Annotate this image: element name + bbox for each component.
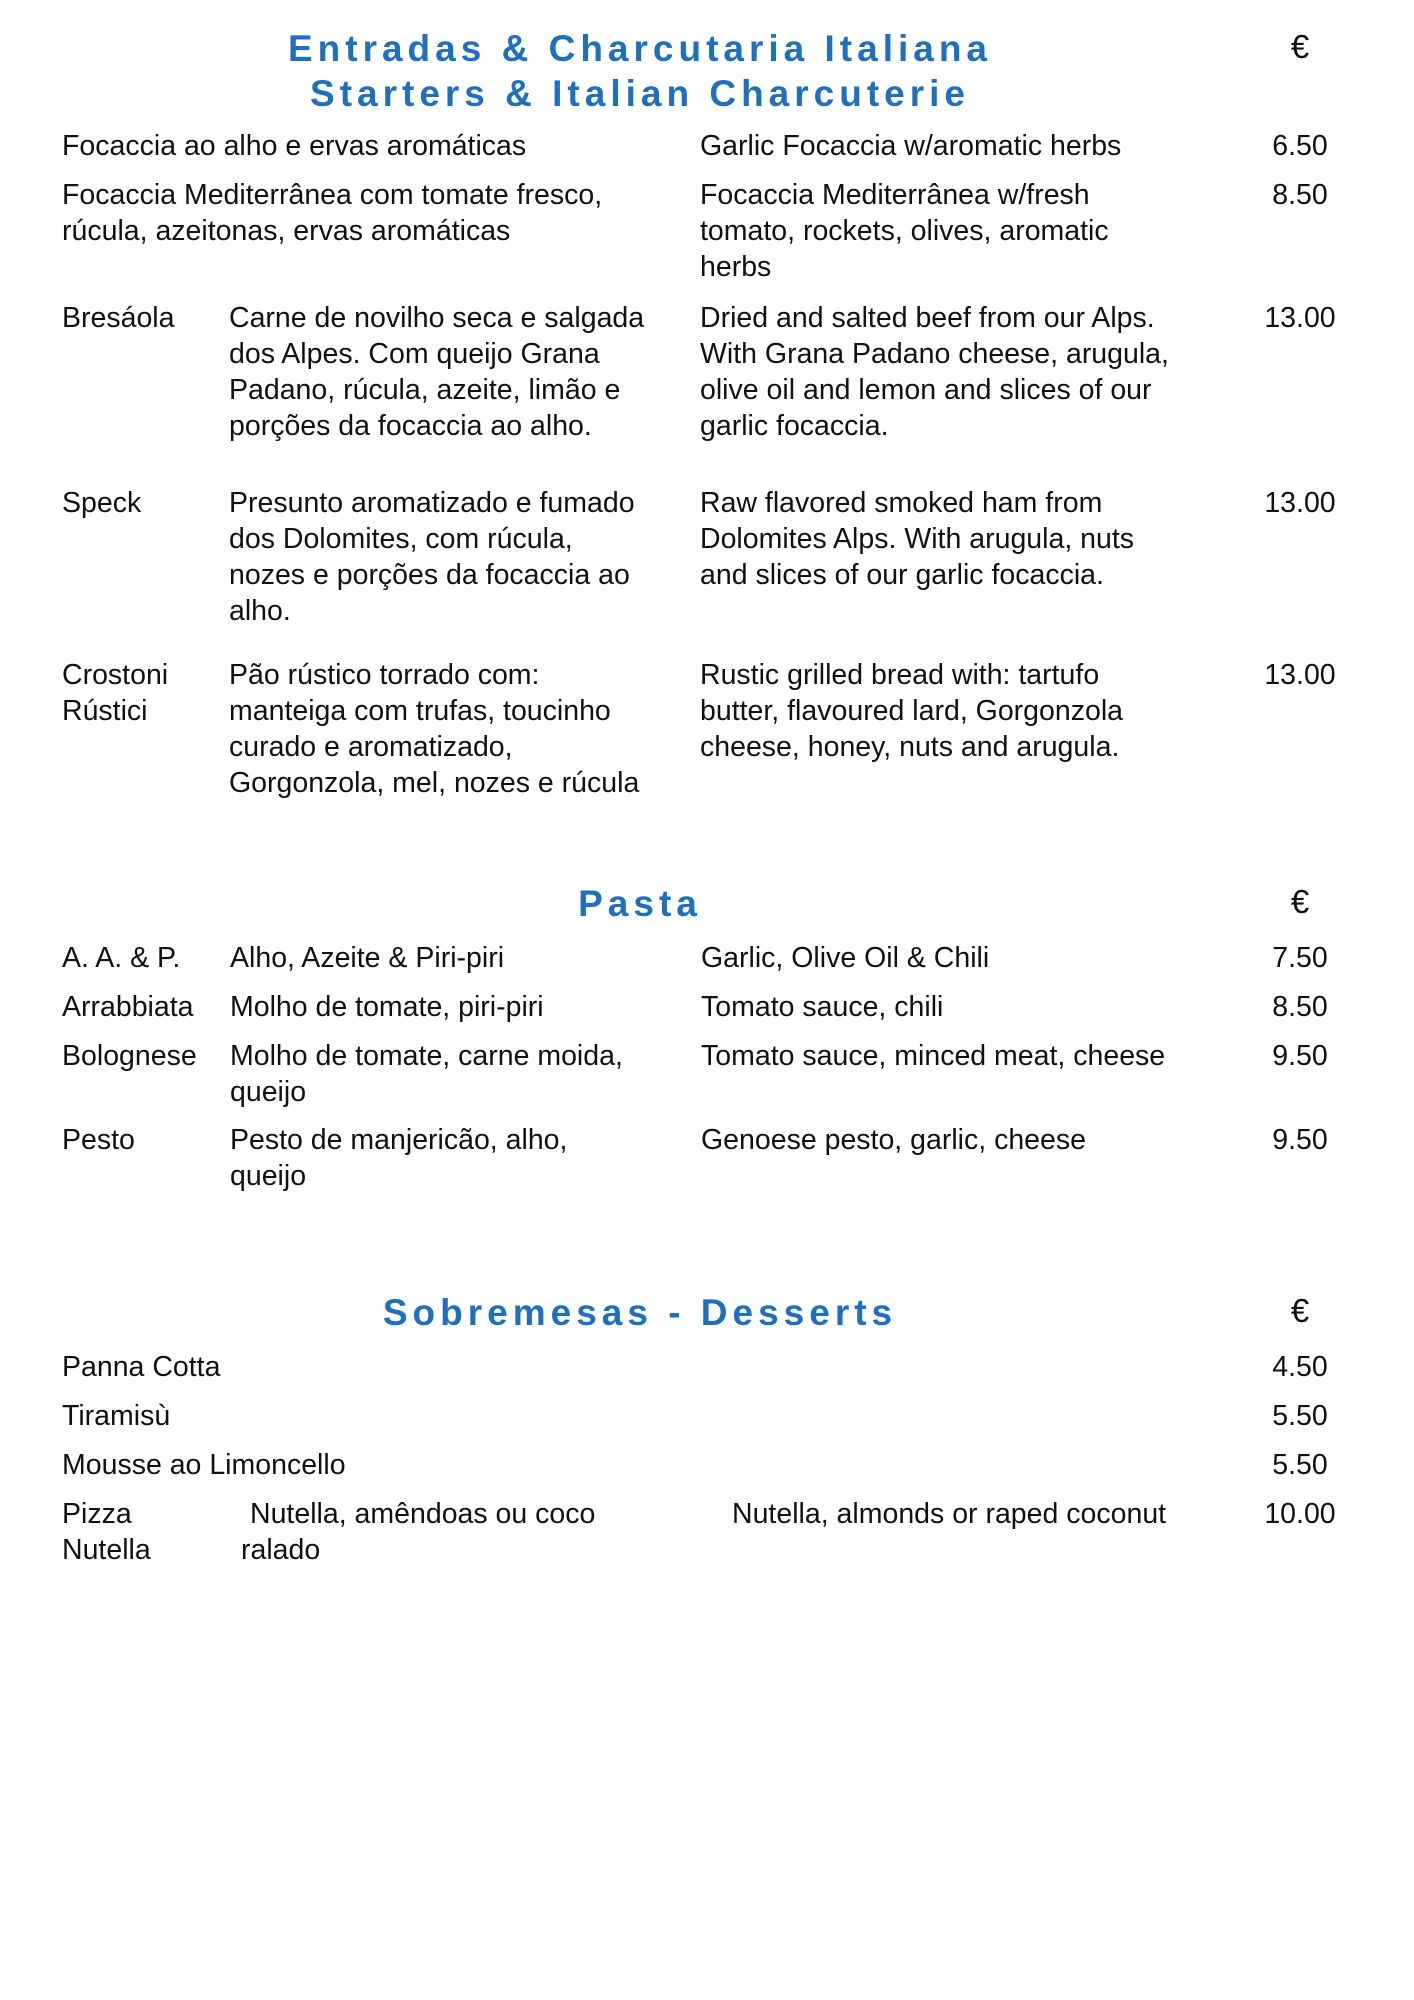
starter-item-price: 13.00 xyxy=(1264,487,1336,519)
pasta-title: Pasta xyxy=(578,883,702,924)
pasta-item-price: 7.50 xyxy=(1272,942,1328,974)
dessert-item-price: 4.50 xyxy=(1272,1351,1328,1383)
starter-item-name: Bresáola xyxy=(62,302,175,334)
starters-title-en: Starters & Italian Charcuterie xyxy=(310,73,970,114)
starter-item-english: Dried and salted beef from our Alps. With Grana Padano cheese, arugula, olive oil and lemon and slices of our garlic focaccia. xyxy=(700,302,1169,442)
dessert-item-price: 10.00 xyxy=(1264,1498,1336,1530)
dessert-item-name: Tiramisù xyxy=(62,1400,171,1432)
pasta-item-price: 9.50 xyxy=(1272,1040,1328,1072)
starter-item-price: 13.00 xyxy=(1264,302,1336,334)
pasta-item-portuguese: Alho, Azeite & Piri-piri xyxy=(230,942,505,974)
pasta-item-english: Tomato sauce, chili xyxy=(701,991,944,1023)
pasta-item-name: Pesto xyxy=(62,1124,135,1156)
pasta-item-price: 8.50 xyxy=(1272,991,1328,1023)
starter-item-price: 8.50 xyxy=(1272,179,1328,211)
starter-item-english: Rustic grilled bread with: tartufo butter, flavoured lard, Gorgonzola cheese, honey, nuts and arugula. xyxy=(700,659,1124,763)
starter-item-price: 6.50 xyxy=(1272,130,1328,162)
pasta-item-name: Bolognese xyxy=(62,1040,197,1072)
dessert-item-name: Pizza Nutella xyxy=(62,1498,151,1566)
starters-currency-symbol: € xyxy=(1290,28,1310,65)
pasta-item-portuguese: Pesto de manjericão, alho, queijo xyxy=(230,1124,568,1192)
pasta-item-portuguese: Molho de tomate, carne moida, queijo xyxy=(230,1040,623,1108)
pasta-currency-symbol: € xyxy=(1290,883,1310,920)
starter-item-portuguese: Carne de novilho seca e salgada dos Alpes. Com queijo Grana Padano, rúcula, azeite, limão e porções da focaccia ao alho. xyxy=(229,302,645,442)
pasta-item-english: Tomato sauce, minced meat, cheese xyxy=(701,1040,1166,1072)
starter-item-english: Raw flavored smoked ham from Dolomites Alps. With arugula, nuts and slices of our garlic focaccia. xyxy=(700,487,1135,591)
dessert-item-portuguese-line2: ralado xyxy=(241,1534,321,1566)
pasta-item-price: 9.50 xyxy=(1272,1124,1328,1156)
desserts-currency-symbol: € xyxy=(1290,1292,1310,1329)
starter-item-portuguese: Presunto aromatizado e fumado dos Dolomites, com rúcula, nozes e porções da focaccia ao alho. xyxy=(229,487,635,627)
dessert-item-name: Panna Cotta xyxy=(62,1351,221,1383)
starter-item-name: Speck xyxy=(62,487,142,519)
dessert-item-english: Nutella, almonds or raped coconut xyxy=(732,1498,1167,1530)
pasta-item-name: A. A. & P. xyxy=(62,942,181,974)
dessert-item-portuguese-line1: Nutella, amêndoas ou coco xyxy=(250,1498,596,1530)
starter-item-price: 13.00 xyxy=(1264,659,1336,691)
pasta-item-english: Genoese pesto, garlic, cheese xyxy=(701,1124,1086,1156)
dessert-item-name: Mousse ao Limoncello xyxy=(62,1449,346,1481)
starter-item-english: Focaccia Mediterrânea w/fresh tomato, rockets, olives, aromatic herbs xyxy=(700,179,1109,283)
starter-item-name: Focaccia Mediterrânea com tomate fresco, rúcula, azeitonas, ervas aromáticas xyxy=(62,179,603,247)
starter-item-name: Crostoni Rústici xyxy=(62,659,169,727)
desserts-title: Sobremesas - Desserts xyxy=(382,1292,898,1333)
pasta-item-portuguese: Molho de tomate, piri-piri xyxy=(230,991,544,1023)
starter-item-portuguese: Pão rústico torrado com: manteiga com trufas, toucinho curado e aromatizado, Gorgonzola, mel, nozes e rúcula xyxy=(229,659,640,799)
dessert-item-price: 5.50 xyxy=(1272,1400,1328,1432)
starter-item-english: Garlic Focaccia w/aromatic herbs xyxy=(700,130,1122,162)
pasta-item-english: Garlic, Olive Oil & Chili xyxy=(701,942,990,974)
dessert-item-price: 5.50 xyxy=(1272,1449,1328,1481)
starters-title-pt: Entradas & Charcutaria Italiana xyxy=(287,28,993,69)
starter-item-name: Focaccia ao alho e ervas aromáticas xyxy=(62,130,527,162)
pasta-item-name: Arrabbiata xyxy=(62,991,194,1023)
